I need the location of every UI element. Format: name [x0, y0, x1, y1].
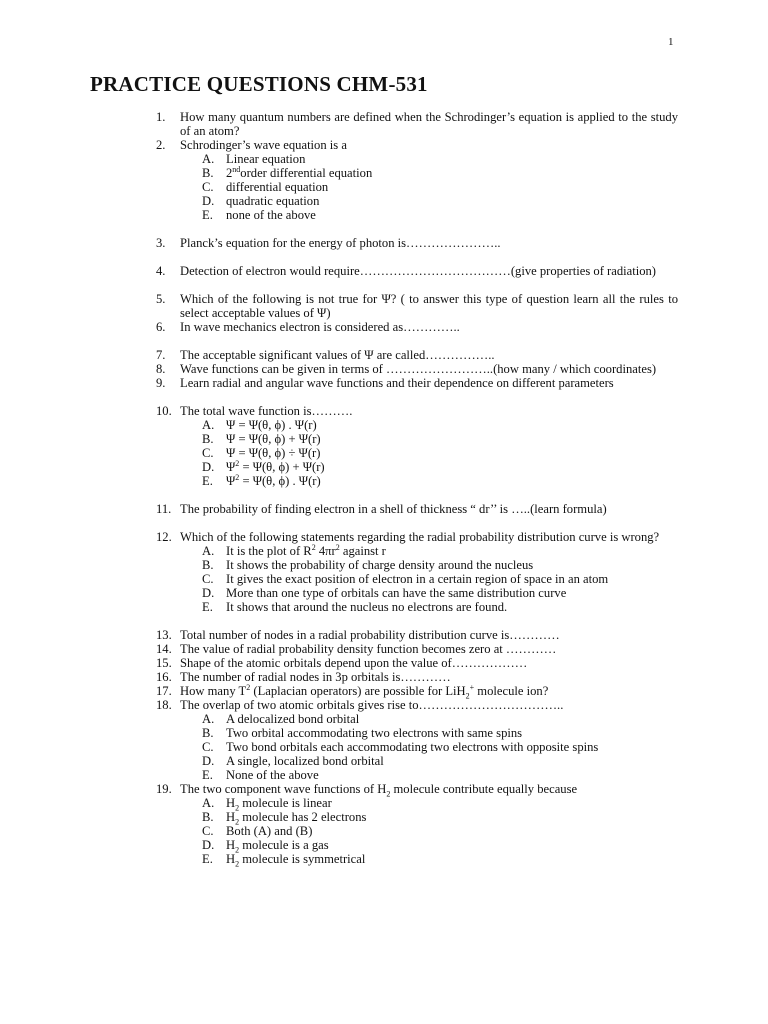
question-text [180, 320, 678, 334]
question-item [156, 138, 678, 152]
option-text [226, 712, 359, 726]
superscript: 2 [235, 472, 240, 482]
text: none of the above [226, 208, 316, 222]
option-item [202, 152, 678, 166]
option-text [226, 586, 566, 600]
option-item [202, 754, 678, 768]
option-text [226, 572, 608, 586]
option-item [202, 208, 678, 222]
question-text [180, 292, 678, 320]
question-text [180, 670, 678, 684]
option-letter: D. [202, 586, 215, 600]
text: How many quantum numbers are defined when the Schrodinger’s equation is applied to the study of an atom? [180, 110, 678, 138]
option-letter: A. [202, 418, 215, 432]
text: Which of the following statements regarding the radial probability distribution curve is wrong? [180, 530, 660, 544]
question-text [180, 642, 678, 656]
question-number: 18. [156, 698, 172, 712]
option-item [202, 418, 678, 432]
text: Detection of electron would require………………………………(give properties of radiation) [180, 264, 656, 278]
option-item [202, 194, 678, 208]
option-text [226, 446, 320, 460]
question-text [180, 362, 678, 376]
superscript: 2 [235, 458, 240, 468]
option-text [226, 754, 384, 768]
question-item [156, 376, 678, 390]
option-list [202, 796, 678, 869]
text: molecule is linear [239, 796, 332, 810]
option-list [202, 152, 678, 222]
option-text [226, 432, 321, 446]
option-text [226, 418, 317, 432]
question-text [180, 264, 678, 278]
text: Linear equation [226, 152, 306, 166]
subscript: 2 [235, 817, 240, 827]
question-item [156, 362, 678, 376]
option-item [202, 460, 678, 474]
question-number: 11. [156, 502, 172, 516]
option-letter: C. [202, 446, 214, 460]
question-text [180, 376, 678, 390]
option-letter: C. [202, 740, 214, 754]
option-text [226, 474, 321, 488]
question-text [180, 628, 678, 642]
subscript: 2 [235, 845, 240, 855]
subscript: 2 [235, 859, 240, 869]
text: Learn radial and angular wave functions and their dependence on different parameters [180, 376, 614, 390]
text: Ψ = Ψ(θ, ϕ) + Ψ(r) [226, 432, 321, 446]
question-number: 19. [156, 782, 172, 796]
text-prefix: It is the plot of R [226, 544, 312, 558]
question-item [156, 320, 678, 334]
option-text [226, 838, 329, 855]
question-number: 9. [156, 376, 166, 390]
option-item [202, 432, 678, 446]
question-item [156, 656, 678, 670]
option-text [226, 180, 328, 194]
option-letter: A. [202, 712, 215, 726]
question-item [156, 502, 678, 516]
superscript: 2 [246, 682, 251, 692]
option-text [226, 460, 325, 474]
text-prefix: How many T [180, 684, 247, 698]
option-letter: E. [202, 474, 213, 488]
text: quadratic equation [226, 194, 320, 208]
option-item [202, 726, 678, 740]
option-item [202, 824, 678, 838]
text: The value of radial probability density function becomes zero at ………… [180, 642, 557, 656]
question-number: 1. [156, 110, 166, 124]
question-item [156, 530, 678, 544]
option-letter: E. [202, 852, 213, 866]
option-text [226, 600, 507, 614]
option-text [226, 768, 319, 782]
text: differential equation [226, 180, 329, 194]
option-item [202, 446, 678, 460]
question-text [180, 656, 678, 670]
option-letter: C. [202, 180, 214, 194]
option-item [202, 558, 678, 572]
text-prefix: H [226, 852, 236, 866]
text: It shows the probability of charge density around the nucleus [226, 558, 534, 572]
option-letter: B. [202, 726, 214, 740]
option-letter: D. [202, 460, 215, 474]
text: Two orbital accommodating two electrons with same spins [226, 726, 523, 740]
text-middle: 4πr [315, 544, 336, 558]
option-text [226, 194, 319, 208]
question-item [156, 628, 678, 642]
option-letter: B. [202, 558, 214, 572]
question-number: 14. [156, 642, 172, 656]
option-text [226, 810, 367, 827]
option-item [202, 474, 678, 488]
subscript: 2 [465, 691, 470, 701]
question-item [156, 642, 678, 656]
option-list [202, 712, 678, 782]
text: Two bond orbitals each accommodating two electrons with opposite spins [226, 740, 599, 754]
option-text [226, 796, 332, 813]
question-item [156, 682, 678, 701]
text: The number of radial nodes in 3p orbitals is………… [180, 670, 451, 684]
question-item [156, 670, 678, 684]
option-letter: D. [202, 754, 215, 768]
option-item [202, 838, 678, 855]
text-prefix: Ψ [226, 474, 236, 488]
text: Wave functions can be given in terms of ……………………..(how many / which coordinates) [180, 362, 657, 376]
text: Shape of the atomic orbitals depend upon the value of……………… [180, 656, 528, 670]
option-text [226, 558, 533, 572]
option-letter: D. [202, 194, 215, 208]
option-text [226, 852, 366, 869]
question-item [156, 404, 678, 418]
question-item [156, 348, 678, 362]
option-letter: E. [202, 600, 213, 614]
question-text [180, 138, 678, 152]
page-number: 1 [668, 36, 674, 48]
text: molecule contribute equally because [390, 782, 578, 796]
option-item [202, 544, 678, 558]
text: Ψ = Ψ(θ, ϕ) . Ψ(r) [226, 418, 317, 432]
text: It shows that around the nucleus no electrons are found. [226, 600, 508, 614]
question-number: 13. [156, 628, 172, 642]
option-text [226, 166, 372, 180]
text: Which of the following is not true for Ψ? ( to answer this type of question learn all the rules to select acceptable values of Ψ) [180, 292, 678, 320]
text: A delocalized bond orbital [226, 712, 360, 726]
text: A single, localized bond orbital [226, 754, 384, 768]
option-letter: B. [202, 432, 214, 446]
subscript: 2 [235, 803, 240, 813]
option-letter: D. [202, 838, 215, 852]
question-number: 10. [156, 404, 172, 418]
text-prefix: H [226, 838, 236, 852]
option-letter: E. [202, 208, 213, 222]
option-list [202, 418, 678, 488]
text: molecule has 2 electrons [239, 810, 367, 824]
text: It gives the exact position of electron in a certain region of space in an atom [226, 572, 609, 586]
option-letter: C. [202, 824, 214, 838]
question-number: 12. [156, 530, 172, 544]
question-text [180, 236, 678, 250]
text: = Ψ(θ, ϕ) + Ψ(r) [239, 460, 325, 474]
question-list [156, 110, 678, 869]
option-item [202, 166, 678, 180]
text: = Ψ(θ, ϕ) . Ψ(r) [239, 474, 321, 488]
question-number: 7. [156, 348, 166, 362]
option-letter: E. [202, 768, 213, 782]
question-number: 6. [156, 320, 166, 334]
text: The probability of finding electron in a shell of thickness “ dr’’ is …..(learn formula) [180, 502, 607, 516]
option-text [226, 208, 316, 222]
option-item [202, 740, 678, 754]
question-number: 16. [156, 670, 172, 684]
option-text [226, 544, 386, 558]
question-text [180, 348, 678, 362]
option-list [202, 544, 678, 614]
option-letter: B. [202, 810, 214, 824]
text: molecule ion? [474, 684, 549, 698]
option-letter: A. [202, 152, 215, 166]
superscript: 2 [311, 542, 316, 552]
text: None of the above [226, 768, 319, 782]
text: Total number of nodes in a radial probability distribution curve is………… [180, 628, 560, 642]
question-number: 15. [156, 656, 172, 670]
question-text [180, 502, 678, 516]
option-item [202, 768, 678, 782]
option-letter: B. [202, 166, 214, 180]
option-item [202, 712, 678, 726]
text-prefix: 2 [226, 166, 233, 180]
option-letter: C. [202, 572, 214, 586]
question-number: 8. [156, 362, 166, 376]
option-item [202, 810, 678, 827]
superscript: + [469, 682, 475, 692]
option-text [226, 740, 598, 754]
question-number: 2. [156, 138, 166, 152]
text-middle: (Laplacian operators) are possible for LiH [250, 684, 466, 698]
question-item [156, 782, 678, 799]
text: More than one type of orbitals can have the same distribution curve [226, 586, 567, 600]
text: Planck’s equation for the energy of photon is………………….. [180, 236, 501, 250]
text: molecule is a gas [239, 838, 329, 852]
option-item [202, 586, 678, 600]
question-item [156, 292, 678, 320]
question-text [180, 110, 678, 138]
text-prefix: The two component wave functions of H [180, 782, 387, 796]
option-item [202, 600, 678, 614]
question-item [156, 698, 678, 712]
option-letter: A. [202, 796, 215, 810]
subscript: 2 [386, 789, 391, 799]
question-item [156, 236, 678, 250]
text: The acceptable significant values of Ψ are called…………….. [180, 348, 495, 362]
text-prefix: Ψ [226, 460, 236, 474]
text: In wave mechanics electron is considered as………….. [180, 320, 460, 334]
question-item [156, 110, 678, 138]
text: The overlap of two atomic orbitals gives rise to…………………………….. [180, 698, 564, 712]
question-text [180, 404, 678, 418]
superscript: nd [232, 164, 241, 174]
question-number: 17. [156, 684, 172, 698]
option-item [202, 572, 678, 586]
text-prefix: H [226, 796, 236, 810]
question-item [156, 264, 678, 278]
option-item [202, 852, 678, 869]
option-item [202, 180, 678, 194]
text: against r [339, 544, 386, 558]
question-number: 3. [156, 236, 166, 250]
question-text [180, 698, 678, 712]
question-number: 5. [156, 292, 166, 306]
text-prefix: H [226, 810, 236, 824]
text: Ψ = Ψ(θ, ϕ) ÷ Ψ(r) [226, 446, 321, 460]
superscript: 2 [335, 542, 340, 552]
text: Schrodinger’s wave equation is a [180, 138, 347, 152]
text: order differential equation [240, 166, 373, 180]
text: Both (A) and (B) [226, 824, 313, 838]
question-text [180, 782, 678, 799]
page-title: PRACTICE QUESTIONS CHM-531 [90, 72, 428, 96]
text: The total wave function is………. [180, 404, 353, 418]
question-text [180, 530, 678, 544]
option-text [226, 824, 312, 838]
question-text [180, 682, 678, 701]
option-text [226, 726, 522, 740]
option-item [202, 796, 678, 813]
option-letter: A. [202, 544, 215, 558]
question-number: 4. [156, 264, 166, 278]
text: molecule is symmetrical [239, 852, 366, 866]
